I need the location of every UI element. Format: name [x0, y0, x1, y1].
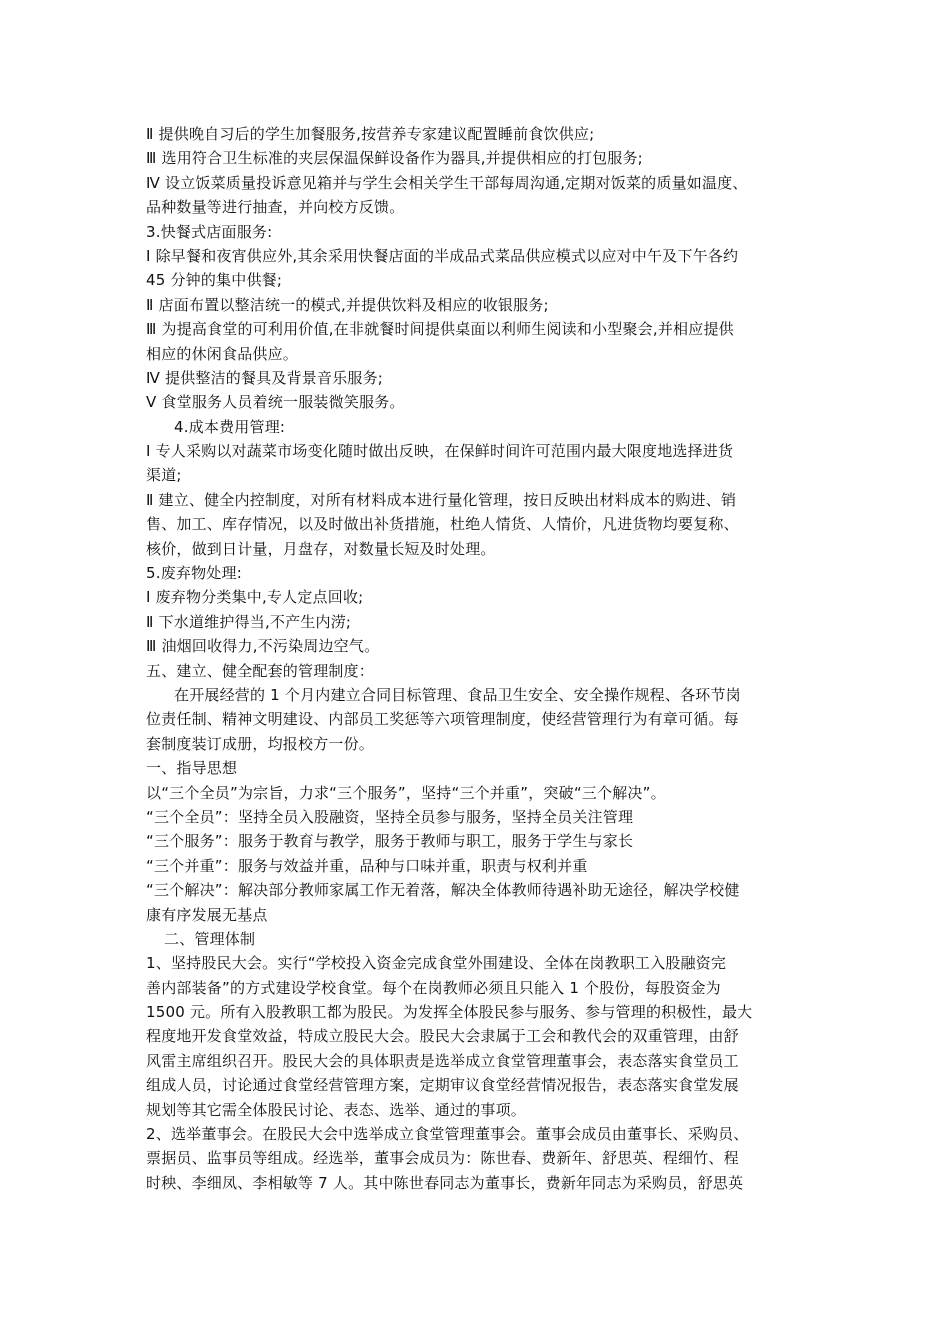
text-line: Ⅳ 设立饭菜质量投诉意见箱并与学生会相关学生干部每周沟通,定期对饭菜的质量如温度、 — [146, 173, 748, 192]
text-line: “三个全员”：坚持全员入股融资，坚持全员参与服务，坚持全员关注管理 — [146, 807, 634, 826]
text-line: Ⅱ 提供晚自习后的学生加餐服务,按营养专家建议配置睡前食饮供应; — [146, 125, 595, 143]
text-line: 规划等其它需全体股民讨论、表态、选举、通过的事项。 — [146, 1100, 527, 1119]
text-line: 3.快餐式店面服务: — [146, 222, 273, 241]
text-line: 二、管理体制 — [164, 929, 256, 948]
text-line: 五、建立、健全配套的管理制度： — [146, 661, 375, 680]
text-line: 康有序发展无基点 — [146, 905, 268, 924]
text-line: 程度地开发食堂效益，特成立股民大会。股民大会隶属于工会和教代会的双重管理，由舒 — [146, 1027, 739, 1046]
text-line: 风雷主席组织召开。股民大会的具体职责是选举成立食堂管理董事会，表态落实食堂员工 — [146, 1051, 739, 1070]
text-line: Ⅱ 建立、健全内控制度，对所有材料成本进行量化管理，按日反映出材料成本的购进、销 — [146, 490, 737, 509]
text-line: 渠道; — [146, 466, 182, 485]
text-line: 位责任制、精神文明建设、内部员工奖惩等六项管理制度，使经营管理行为有章可循。每 — [146, 710, 739, 729]
text-line: 售、加工、库存情况，以及时做出补货措施，杜绝人情货、人情价，凡进货物均要复称、 — [146, 515, 739, 534]
text-line: Ⅲ 为提高食堂的可利用价值,在非就餐时间提供桌面以利师生阅读和小型聚会,并相应提供 — [146, 320, 734, 339]
text-line: 一、指导思想 — [146, 759, 238, 778]
text-line: 善内部装备”的方式建设学校食堂。每个在岗教师必须且只能入 1 个股份，每股资金为 — [146, 978, 721, 997]
text-line: 套制度装订成册，均报校方一份。 — [146, 734, 375, 753]
text-line: 1、坚持股民大会。实行“学校投入资金完成食堂外围建设、全体在岗教职工入股融资完 — [146, 954, 727, 973]
text-line: 核价，做到日计量，月盘存，对数量长短及时处理。 — [146, 539, 496, 558]
document-page — [146, 122, 810, 1195]
text-line: “三个并重”：服务与效益并重，品种与口味并重，职责与权利并重 — [146, 856, 588, 875]
text-line: Ⅰ 废弃物分类集中,专人定点回收; — [146, 588, 364, 607]
text-line: 在开展经营的 1 个月内建立合同目标管理、食品卫生安全、安全操作规程、各环节岗 — [174, 685, 741, 704]
text-line: 票据员、监事员等组成。经选举，董事会成员为：陈世春、费新年、舒思英、程细竹、程 — [146, 1149, 739, 1168]
text-line: 1500 元。所有入股教职工都为股民。为发挥全体股民参与服务、参与管理的积极性，最大 — [146, 1003, 753, 1022]
text-line: “三个解决”：解决部分教师家属工作无着落，解决全体教师待遇补助无途径，解决学校健 — [146, 881, 740, 900]
text-line: 以“三个全员”为宗旨，力求“三个服务”，坚持“三个并重”，突破“三个解决”。 — [146, 783, 666, 802]
text-line: 组成人员，讨论通过食堂经营管理方案，定期审议食堂经营情况报告，表态落实食堂发展 — [146, 1076, 739, 1095]
text-line: Ⅲ 选用符合卫生标准的夹层保温保鲜设备作为器具,并提供相应的打包服务; — [146, 149, 643, 168]
text-line: 5.废弃物处理: — [146, 564, 242, 583]
text-line: Ⅲ 油烟回收得力,不污染周边空气。 — [146, 637, 380, 656]
text-line: 品种数量等进行抽查，并向校方反馈。 — [146, 198, 405, 217]
text-line: Ⅰ 除早餐和夜宵供应外,其余采用快餐店面的半成品式菜品供应模式以应对中午及下午各约 — [146, 246, 739, 265]
text-line: Ⅱ 下水道维护得当,不产生内涝; — [146, 612, 352, 631]
text-line: 4.成本费用管理: — [174, 417, 286, 436]
text-line: 相应的休闲食品供应。 — [146, 344, 299, 363]
text-line: Ⅱ 店面布置以整洁统一的模式,并提供饮料及相应的收银服务; — [146, 295, 549, 314]
text-line: Ⅴ 食堂服务人员着统一服装微笑服务。 — [146, 393, 405, 412]
text-line: 2、选举董事会。在股民大会中选举成立食堂管理董事会。董事会成员由董事长、采购员、 — [146, 1125, 749, 1144]
text-line: 45 分钟的集中供餐; — [146, 271, 283, 290]
text-line: “三个服务”：服务于教育与教学，服务于教师与职工，服务于学生与家长 — [146, 832, 634, 851]
text-line: 时秧、李细凤、李相敏等 7 人。其中陈世春同志为董事长，费新年同志为采购员，舒思英 — [146, 1173, 744, 1192]
text-line: Ⅳ 提供整洁的餐具及背景音乐服务; — [146, 368, 384, 387]
text-line: Ⅰ 专人采购以对蔬菜市场变化随时做出反映，在保鲜时间许可范围内最大限度地选择进货 — [146, 442, 734, 461]
